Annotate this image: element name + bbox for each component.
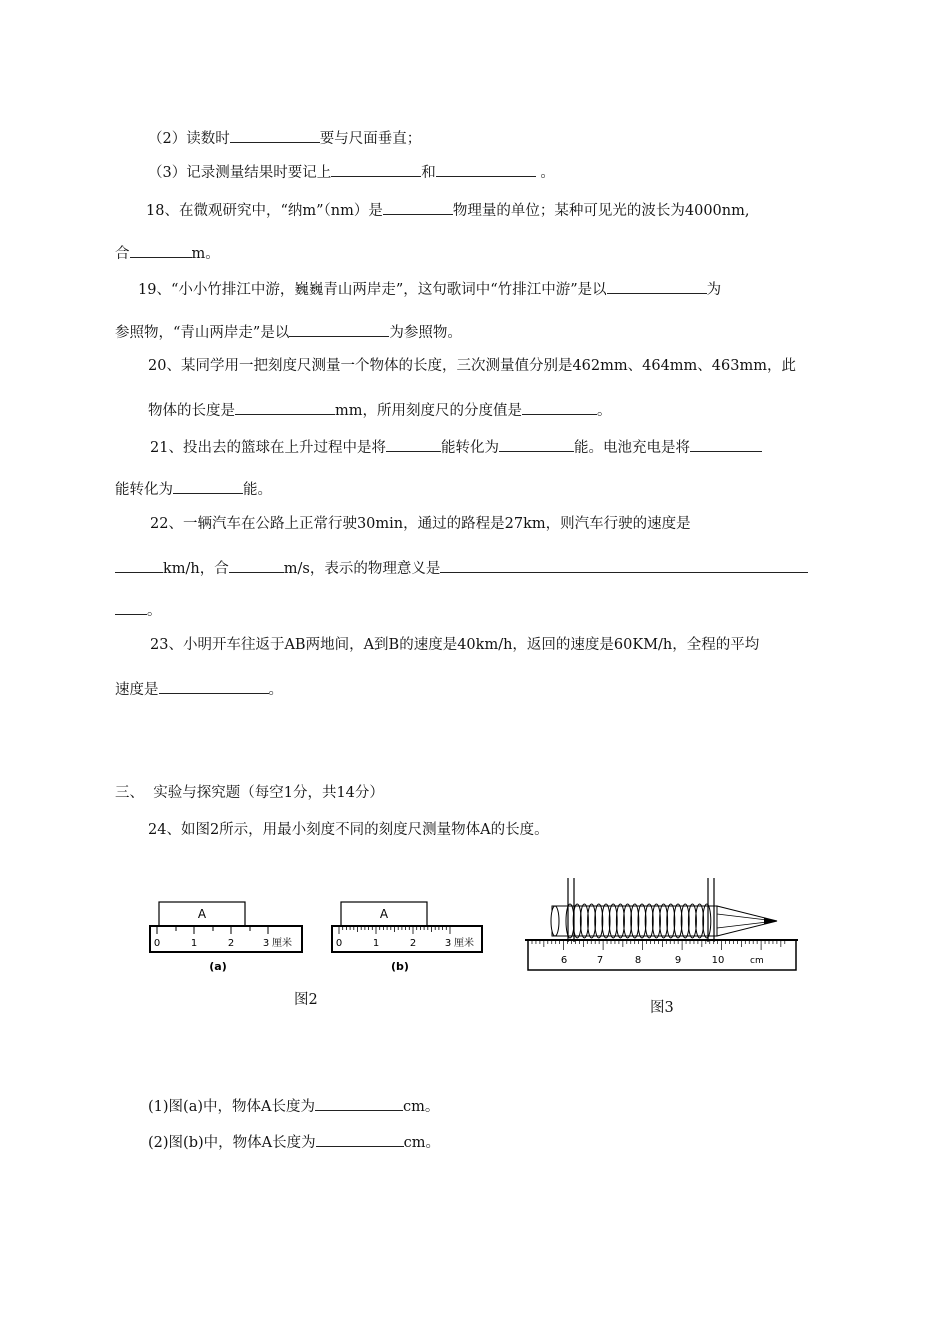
question-21-cont: 能转化为 能。 <box>115 478 272 500</box>
question-20-cont: 物体的长度是 mm，所用刻度尺的分度值是 。 <box>148 399 612 421</box>
tick-label: 3 <box>262 938 270 949</box>
q17-line-3: （3）记录测量结果时要记上 和 。 <box>148 161 555 183</box>
blank[interactable] <box>316 1131 404 1147</box>
caption-a: (a) <box>209 960 227 973</box>
ruler-figure-b <box>330 900 490 975</box>
blank[interactable] <box>386 436 441 452</box>
blank[interactable] <box>315 1095 403 1111</box>
blank[interactable] <box>289 321 389 337</box>
question-22-cont: km/h，合 m/s，表示的物理意义是 <box>115 557 808 579</box>
tick-label: 10 <box>711 955 725 966</box>
tick-label: 2 <box>227 938 235 949</box>
figure-3-label: 图3 <box>650 1000 674 1016</box>
tick-label: 0 <box>153 938 161 949</box>
blank[interactable] <box>383 199 453 215</box>
question-22: 22、一辆汽车在公路上正常行驶30min，通过的路程是27km，则汽车行驶的速度是 <box>150 516 691 532</box>
blank[interactable] <box>499 436 574 452</box>
blank[interactable] <box>115 599 147 615</box>
blank[interactable] <box>331 161 421 177</box>
question-21: 21、投出去的篮球在上升过程中是将 能转化为 能。电池充电是将 <box>150 436 762 458</box>
tick-label: 1 <box>372 938 380 949</box>
ruler-figure-a <box>148 900 308 975</box>
q24-part-1: (1)图(a)中，物体A长度为 cm。 <box>148 1095 439 1117</box>
blank[interactable] <box>607 278 707 294</box>
tick-label: 7 <box>596 955 604 966</box>
figure-2-label: 图2 <box>294 992 318 1008</box>
q24-part-2: (2)图(b)中，物体A长度为 cm。 <box>148 1131 440 1153</box>
question-24: 24、如图2所示，用最小刻度不同的刻度尺测量物体A的长度。 <box>148 822 549 838</box>
question-18: 18、在微观研究中，“纳m”（nm）是 物理量的单位；某种可见光的波长为4000nm, <box>146 199 749 221</box>
block-a-label: A <box>197 907 207 921</box>
blank[interactable] <box>159 678 269 694</box>
coil-ruler-figure <box>522 876 802 976</box>
blank[interactable] <box>130 242 192 258</box>
q17-line-2: （2）读数时 要与尺面垂直； <box>148 127 421 149</box>
tick-label: 2 <box>409 938 417 949</box>
question-18-cont: 合 m。 <box>115 242 220 264</box>
blank[interactable] <box>440 557 808 573</box>
blank[interactable] <box>115 557 163 573</box>
question-23-cont: 速度是 。 <box>115 678 283 700</box>
question-22-cont2: 。 <box>115 599 162 621</box>
tick-label: 9 <box>674 955 682 966</box>
blank[interactable] <box>235 399 335 415</box>
tick-label: 0 <box>335 938 343 949</box>
blank[interactable] <box>173 478 243 494</box>
blank[interactable] <box>690 436 762 452</box>
unit-label: cm <box>750 956 764 966</box>
question-19: 19、“小小竹排江中游，巍巍青山两岸走”，这句歌词中“竹排江中游”是以 为 <box>138 278 721 300</box>
blank[interactable] <box>436 161 536 177</box>
question-19-cont: 参照物，“青山两岸走”是以 为参照物。 <box>115 321 462 343</box>
blank[interactable] <box>522 399 597 415</box>
question-20: 20、某同学用一把刻度尺测量一个物体的长度，三次测量值分别是462mm、464mm、463mm，此 <box>148 358 796 374</box>
caption-b: (b) <box>391 960 409 973</box>
tick-label: 1 <box>190 938 198 949</box>
tick-label: 8 <box>634 955 642 966</box>
block-a-label: A <box>379 907 389 921</box>
tick-label: 6 <box>560 955 568 966</box>
unit-label: 厘米 <box>272 938 292 949</box>
unit-label: 厘米 <box>454 938 474 949</box>
blank[interactable] <box>229 557 284 573</box>
question-23: 23、小明开车往返于AB两地间，A到B的速度是40km/h，返回的速度是60KM/h，全程的平均 <box>150 637 760 653</box>
blank[interactable] <box>230 127 320 143</box>
tick-label: 3 <box>444 938 452 949</box>
section-3-heading: 三、 实验与探究题（每空1分，共14分） <box>115 785 384 801</box>
